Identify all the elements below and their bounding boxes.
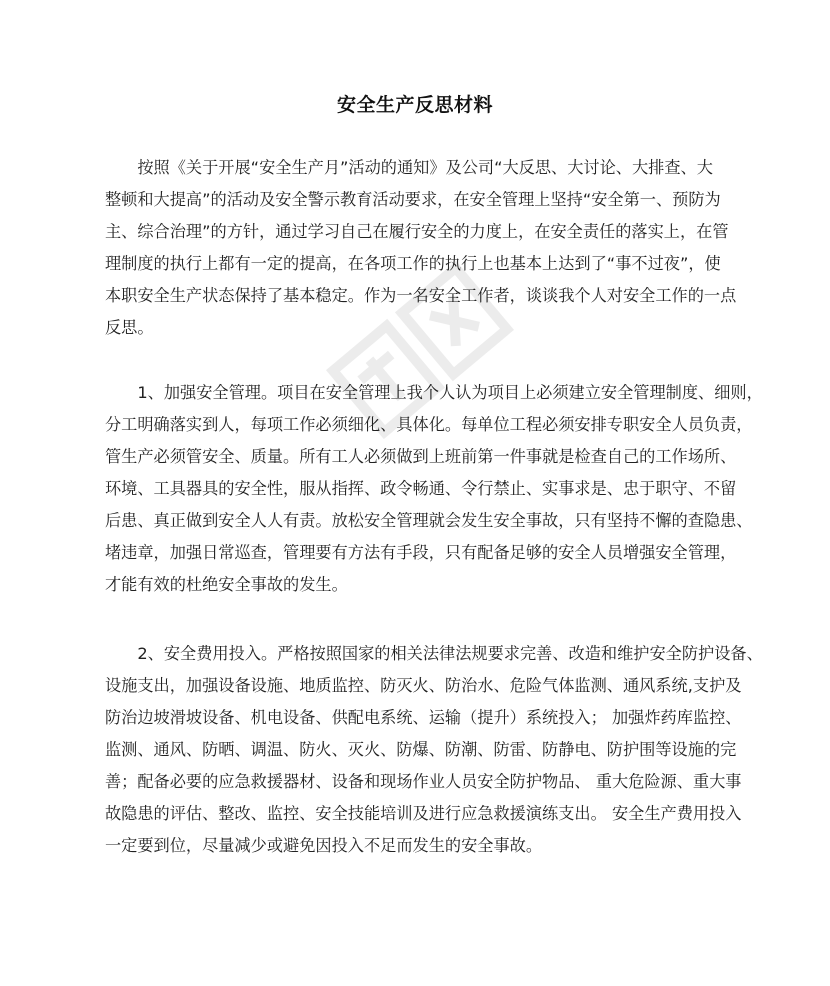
text-line: 才能有效的杜绝安全事故的发生。 — [105, 575, 348, 594]
text-line: 理制度的执行上都有一定的提高，在各项工作的执行上也基本上达到了“事不过夜”，使 — [105, 254, 721, 273]
text-line: 1、加强安全管理。项目在安全管理上我个人认为项目上必须建立安全管理制度、细则， — [105, 383, 763, 402]
text-line: 本职安全生产状态保持了基本稳定。作为一名安全工作者，谈谈我个人对安全工作的一点 — [105, 286, 737, 305]
paragraph-intro — [105, 152, 737, 344]
text-line: 环境、工具器具的安全性，服从指挥、政令畅通、令行禁止、实事求是、忠于职守、不留 — [105, 479, 737, 498]
text-line: 后患、真正做到安全人人有责。放松安全管理就会发生安全事故，只有坚持不懈的查隐患、 — [105, 511, 753, 530]
text-line: 管生产必须管安全、质量。所有工人必须做到上班前第一件事就是检查自己的工作场所、 — [105, 447, 737, 466]
document-title: 安全生产反思材料 — [336, 94, 493, 116]
paragraph-safety-management — [105, 377, 763, 601]
text-line: 堵违章，加强日常巡查，管理要有方法有手段，只有配备足够的安全人员增强安全管理， — [105, 543, 737, 562]
text-line: 设施支出，加强设备设施、地质监控、防灭火、防治水、危险气体监测、通风系统,支护及 — [105, 676, 742, 695]
text-line: 善；配备必要的应急救援器材、设备和现场作业人员安全防护物品、 重大危险源、重大事 — [105, 772, 742, 791]
text-line: 按照《关于开展“安全生产月”活动的通知》及公司“大反思、大讨论、大排查、大 — [105, 158, 713, 177]
text-line: 防治边坡滑坡设备、机电设备、供配电系统、运输（提升）系统投入； 加强炸药库监控、 — [105, 708, 742, 727]
text-line: 整顿和大提高”的活动及安全警示教育活动要求，在安全管理上坚持“安全第一、预防为 — [105, 190, 721, 209]
text-line: 2、安全费用投入。严格按照国家的相关法律法规要求完善、改造和维护安全防护设备、 — [105, 644, 763, 663]
text-line: 一定要到位，尽量减少或避免因投入不足而发生的安全事故。 — [105, 836, 543, 855]
text-line: 反思。 — [105, 318, 154, 337]
text-line: 监测、通风、防晒、调温、防火、灭火、防爆、防潮、防雷、防静电、防护围等设施的完 — [105, 740, 737, 759]
text-line: 分工明确落实到人，每项工作必须细化、具体化。每单位工程必须安排专职安全人员负责， — [105, 415, 753, 434]
paragraph-safety-investment — [105, 638, 763, 862]
text-line: 故隐患的评估、整改、监控、安全技能培训及进行应急救援演练支出。 安全生产费用投入 — [105, 804, 742, 823]
text-line: 主、综合治理”的方针，通过学习自己在履行安全的力度上，在安全责任的落实上，在管 — [105, 222, 729, 241]
